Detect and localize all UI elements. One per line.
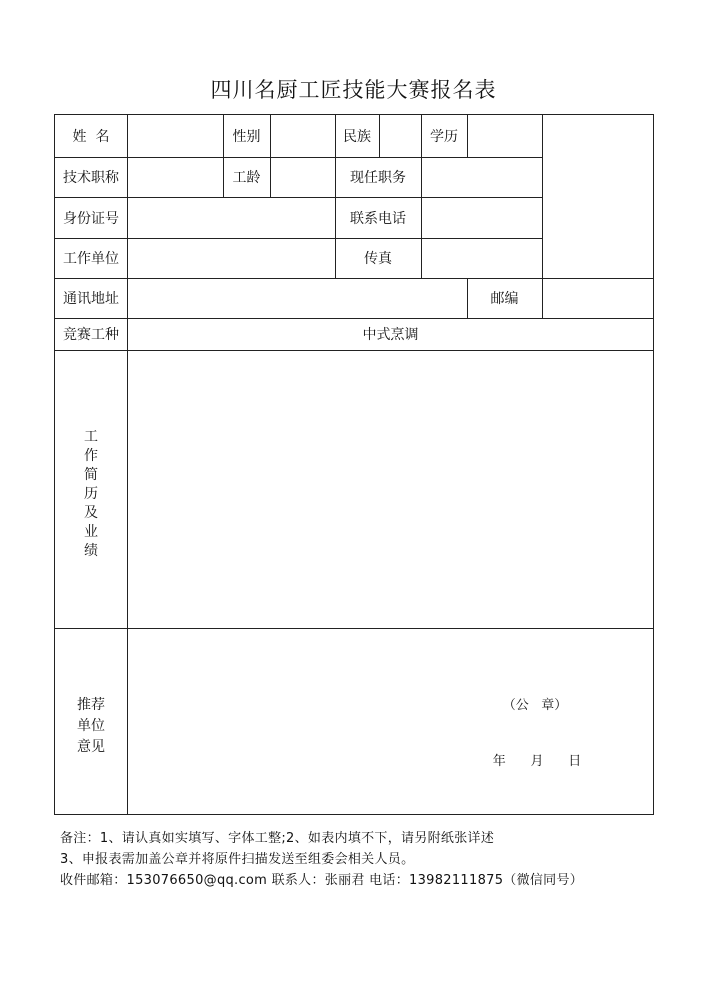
resume-field[interactable] bbox=[128, 351, 653, 628]
photo-area[interactable] bbox=[543, 115, 653, 278]
date-text: 年 月 日 bbox=[492, 753, 582, 769]
postcode-field[interactable] bbox=[543, 278, 653, 318]
employer-label: 工作单位 bbox=[63, 251, 119, 267]
note-line-1: 备注：1、请认真如实填写、字体工整;2、如表内填不下，请另附纸张详述 bbox=[60, 831, 495, 846]
ethnicity-field[interactable] bbox=[380, 115, 421, 157]
fax-field[interactable] bbox=[422, 238, 542, 278]
recommend-field[interactable] bbox=[128, 629, 653, 814]
education-field[interactable] bbox=[468, 115, 542, 157]
note-line-2: 3、申报表需加盖公章并将原件扫描发送至组委会相关人员。 bbox=[60, 852, 415, 867]
address-label: 通讯地址 bbox=[63, 291, 119, 307]
note-line-3: 收件邮箱：153076650@qq.com 联系人：张丽君 电话：13982111875（微信同号） bbox=[60, 873, 584, 888]
ethnicity-label: 民族 bbox=[343, 129, 371, 145]
current-post-field[interactable] bbox=[422, 157, 542, 197]
work-years-label: 工龄 bbox=[232, 170, 261, 186]
postcode-label: 邮编 bbox=[490, 291, 519, 307]
fax-label: 传真 bbox=[364, 251, 392, 267]
resume-label: 工 作 简 历 及 业 绩 bbox=[84, 429, 98, 559]
tech-title-field[interactable] bbox=[128, 157, 223, 197]
contest-type-value: 中式烹调 bbox=[362, 327, 419, 343]
registration-form-table bbox=[54, 114, 654, 815]
seal-text: （公 章） bbox=[502, 697, 568, 713]
recommend-label: 推荐 单位 意见 bbox=[77, 697, 105, 755]
gender-field[interactable] bbox=[271, 115, 335, 157]
gender-label: 性别 bbox=[232, 129, 261, 145]
work-years-field[interactable] bbox=[271, 157, 335, 197]
contest-type-label: 竞赛工种 bbox=[63, 327, 119, 343]
id-number-label: 身份证号 bbox=[63, 210, 119, 227]
address-field[interactable] bbox=[128, 278, 467, 318]
form-title: 四川名厨工匠技能大赛报名表 bbox=[210, 78, 497, 102]
current-post-label: 现任职务 bbox=[350, 170, 406, 186]
employer-field[interactable] bbox=[128, 238, 335, 278]
name-label: 姓 名 bbox=[72, 129, 110, 145]
tech-title-label: 技术职称 bbox=[63, 170, 119, 186]
id-number-field[interactable] bbox=[128, 197, 335, 238]
phone-label: 联系电话 bbox=[350, 210, 406, 227]
phone-field[interactable] bbox=[422, 197, 542, 238]
education-label: 学历 bbox=[430, 129, 458, 145]
name-field[interactable] bbox=[128, 115, 223, 157]
